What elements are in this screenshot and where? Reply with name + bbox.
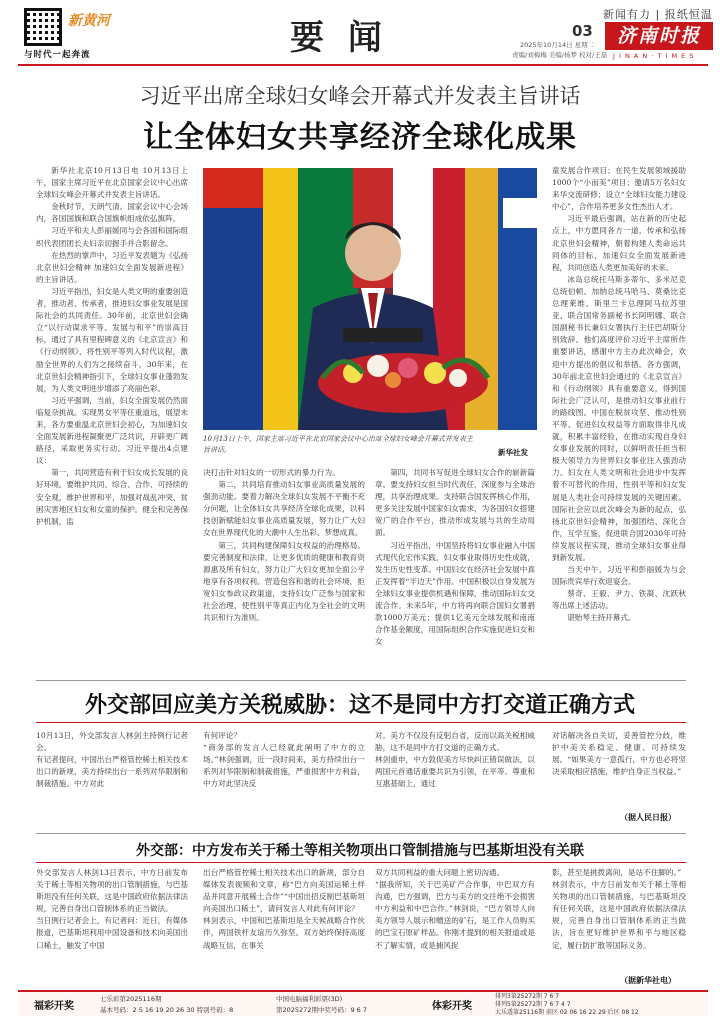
qr-code-icon [24,8,62,46]
section-title: 要 闻 [290,18,388,58]
story1-photo-credit: 新华社发 [498,448,528,457]
story1-paragraph: 习近平和夫人彭丽媛同与会各国和国际组织代表团团长夫妇亲切握手并合影留念。 [36,226,188,248]
lottery-left-numbers: 基本号码：2 5 16 19 20 26 30 特别号码：8 [100,1006,234,1014]
story2-rule [36,722,686,723]
story1-paragraph: 习近平最后强调，站在新的历史起点上，中方愿同各方一道，传承和弘扬北京世妇会精神，朝着构建人类命运共同体的目标，加速妇女全面发展新进程，共同创造人类更加美好的未来。 [552,214,686,272]
page-number: 03 [572,22,593,40]
story1-paragraph: 当天中午，习近平和彭丽媛为与会国际贵宾举行欢迎宴会。 [552,565,686,587]
story3-credit: （据新华社电） [620,975,676,985]
paper-name-logo: 济南时报 [605,22,713,50]
story1-paragraph: 第二，共同培育推动妇女事业高质量发展的强劲动能。要着力解决全球妇女发展不平衡不充分问题，让全体妇女共享经济全球化成果，以科技创新赋能妇女事业高质量发展，努力让广大妇女在世界现代化的大潮中人生出彩、梦想成真。 [203,480,365,538]
story2-column-4: 对话解决各自关切，妥善管控分歧，维护中美关系稳定、健康、可持续发展。“如果美方一意孤行，中方也必将坚决采取相应措施，维护自身正当权益。” [552,731,686,777]
editor-line: 责编/刘梅梅 美编/杨梦 校对/王磊 [512,51,608,59]
lottery-right-line3: 大乐透第25116期 前区 02 06 16 22 29 后区 08 12 [495,1009,639,1016]
photo-illustration [203,168,537,430]
header-rule [18,64,708,66]
lottery-left-issue: 七乐彩第2025116期 [100,995,162,1003]
story3-headline: 外交部：中方发布关于稀土等相关物项出口管制措施与巴基斯坦没有关联 [136,843,584,859]
story1-paragraph: 金秋时节，天朗气清。国家会议中心会场内，各国国旗和联合国旗帜组成依弘旗阵。 [36,202,188,224]
lottery-mid-line2: 第2025272期中奖号码：9 6 7 [276,1006,367,1014]
story1-kicker: 习近平出席全球妇女峰会开幕式并发表主旨讲话 [139,84,581,108]
story1-paragraph: 习近平指出，妇女是人类文明的重要创造者，推动者、传承者，推进妇女事业发展是国际社会的共同责任。30年前，北京世妇会确立“以行动谋求平等、发展与和平”的崇高目标，通过了具有里程碑意义的《北京宣言》和《行动纲领》，将性别平等列入时代议程，激励全世界的人们为之接续奋斗。30年来，在北京世妇会精神指引下，全球妇女事业蓬勃发展，为人类文明进步增添了亮丽色彩。 [36,286,188,393]
story1-paragraph: 蔡奇、王毅、尹力、铁凝、沈跃秋等出席上述活动。 [552,589,686,611]
lottery-right-title: 体彩开奖 [432,1001,472,1012]
story1-paragraph: 新华社北京10月13日电 10月13日上午，国家主席习近平在北京国家会议中心出席全球妇女峰会开幕式并发表主旨讲话。 [36,166,188,200]
story2-column-2: 有何评论？ “商务部的发言人已经就此阐明了中方的立场。”林剑强调，近一段时间来，美方持续出台一系列对华限制和制裁措施，严重损害中方利益，中方对此坚决反 [203,731,365,789]
story2-column-1: 10月13日，外交部发言人林剑主持例行记者会。 有记者提问，中国出台严格管控稀土相关技术出口的新规，美方持续出台一系列对华限制和制裁措施。中方对此 [36,731,188,789]
qr-caption: 与时代一起奔流 [24,50,91,60]
story1-photo [203,168,537,430]
story3-top-rule [36,833,686,834]
story2-top-rule [36,680,686,681]
story1-paragraph: 在热烈的掌声中，习近平发表题为《弘扬北京世妇会精神 加速妇女全面发展新进程》的主旨讲话。 [36,250,188,284]
story1-paragraph: 谌贻琴主持开幕式。 [567,613,636,623]
story1-headline: 让全体妇女共享经济全球化成果 [143,120,577,155]
logo-mark-icon: 新黄河 [68,13,110,29]
story1-paragraph: 童发展合作项目；在民生发展领域援助1000个“小而美”项目；邀请5万名妇女来华交流研修；设立“全球妇女能力建设中心”，合作培养更多女性杰出人才。 [552,166,686,212]
story1-paragraph: 第一，共同营造有利于妇女成长发展的良好环境。要维护共同、综合、合作、可持续的安全观，维护世界和平，加强对战乱冲突、贫困灾害地区妇女和女童的保护。健全和完善保护机制，监 [36,468,188,526]
story3-rule [36,862,686,863]
story1-column-4 [552,165,686,670]
lottery-left-title: 福彩开奖 [34,1001,74,1012]
story1-column-3 [375,467,535,672]
story1-paragraph: 习近平强调，当前，妇女全面发展仍然面临复杂挑战。实现男女平等任重道远，展望未来，各方要重温北京世妇会初心，为加速妇女全面发展新进程凝聚更广泛共识，开辟更广阔路径，采取更务实行动。习近平提出4点建议： [36,395,188,466]
story1-photo-caption: 10月13日上午，国家主席习近平在北京国家会议中心出席全球妇女峰会开幕式并发表主旨讲话。 [203,435,473,454]
lottery-mid-line1: 中国电脑福利彩票(3D) [276,995,343,1003]
story2-headline: 外交部回应美方关税威胁：这不是同中方打交道正确方式 [84,693,635,718]
story3-column-2: 出台严格管控稀土相关技术出口的新规，部分自媒体发表视频和文章，称“巴方向美国运稀土样品并同意开展稀土合作”“中国出招反制巴基斯坦向美国出口稀土”，请问发言人对此有何评论？ 林剑表示，中国和巴基斯坦是全天候战略合作伙伴，两国铁杆友谊历久弥坚。双方始终保持高度战略互信，在事关 [203,868,365,950]
story1-paragraph: 决打击针对妇女的一切形式的暴力行为。 [203,468,340,477]
story2-column-3: 对。美方不仅没有反躬自省，反而以高关税相威胁，这不是同中方打交道的正确方式。 林剑重申，中方敦促美方尽快纠正错误做法，以两国元首通话重要共识为引领，在平等、尊重和互惠基础上，通过 [375,731,535,789]
lottery-right-line1: 排列3第25272期 7 6 7 [495,993,560,1000]
story2-credit: （据人民日报） [620,812,676,822]
story1-paragraph: 第四，共同书写促进全球妇女合作的崭新篇章。要支持妇女担当时代责任，深度参与全球治理，共享治理成果。支持联合国发挥核心作用，更多关注发展中国家妇女需求，为各国妇女搭建宽广的合作平台，推动形成发展与共的生动局面。 [375,468,535,538]
date-line: 2025年10月14日 星期二 [520,41,595,49]
story1-paragraph: 第三，共同构建保障妇女权益的治理格局。要完善制度和法律，让更多优质的健康和教育资源惠及所有妇女，努力让广大妇女更加全面公平地享有各项权利。营造包容和谐的社会环境，拒宽妇女参政议政渠道，支持妇女广泛参与国家和社会治理，使性别平等真正内化为全社会的文明共识和行为准则。 [203,540,365,623]
story3-column-4: 影，甚至是挑拨离间，是站不住脚的。” 林剑表示，中方日前发布关于稀土等相关物项的出口管制措施，与巴基斯坦没有任何关联，这是中国政府依据法律法规，完善自身出口管制体系的正当做法，旨在更好维护世界和平与地区稳定，履行防扩散等国际义务。 [552,868,686,950]
story1-paragraph: 习近平指出，中国坚持将妇女事业融入中国式现代化宏伟实践，妇女事业取得历史性成就，发生历史性变革。中国妇女在经济社会发展中真正发挥着“半边天”作用。中国积极以自身发展为全球妇女事业提供机遇和保障，推动国际妇女交流合作。未来5年，中方将再向联合国妇女署捐款1000万美元；提供1亿美元全球发展和南南合作基金额度，用国际组织合作实施促进妇女和女 [375,540,535,647]
paper-pinyin: J I N A N · T I M E S [613,52,695,60]
lottery-right-line2: 排列5第25272期 7 6 7 4 7 [495,1001,571,1008]
story1-column-2 [203,467,365,672]
story1-paragraph: 冰岛总统托马斯多蒂尔、多米尼克总统伯顿、加纳总统马哈马、莫桑比克总理莱维、斯里兰卡总理阿马拉苏里亚、联合国常务副秘书长阿明娜、联合国副秘书长兼妇女署执行主任巴胡斯分别致辞。他们高度评价习近平主席所作重要讲话，感谢中方主办此次峰会，欢迎中方提出的倡议和举措。各方强调，30年前北京世妇会通过的《北京宣言》和《行动纲领》具有重要意义，得到国际社会广泛认可，是推动妇女事业前行的路线图。中国在脱贫攻坚、推动性别平等、促进妇女权益等方面取得非凡成就，积累丰富经验，在推动实现自身妇女事业发展的同时，以鲜明责任担当积极大领导力为世界妇女事业注入强劲动力。妇女在人类文明和社会进步中发挥着不可替代的作用，性别平等和妇女发展是人类社会可持续发展的关键因素。国际社会应以此次峰会为新的起点，弘扬北京世妇会精神，加强团结、深化合作，互学互鉴，促进联合国2030年可持续发展议程实现，推动全球妇女事业得到新发展。 [552,274,686,562]
story1-column-1 [36,165,188,670]
slogan: 新闻有力 | 报纸恒温 [603,8,713,21]
story3-column-3: 双方共同利益的重大问题上密切沟通。 “据我所知，关于巴美矿产合作事，中巴双方有沟通，巴方强调，巴方与美方的交往绝不会损害中方利益和中巴合作。”林剑说，“巴方领导人向美方领导人展示和赠送的矿石，是工作人员购买的巴宝石原矿样品。你刚才提到的相关报道或是不了解实情，或是捕风捉 [375,868,535,950]
story3-column-1: 外交部发言人林剑13日表示，中方日前发布关于稀土等相关物项的出口管制措施，与巴基斯坦没有任何关联，这是中国政府依据法律法规，完善自身出口管制体系的正当做法。 当日例行记者会上，有记者问：近日，有媒体报道，巴基斯坦利用中国设备和技术向美国出口稀土，触发了中国 [36,868,188,950]
